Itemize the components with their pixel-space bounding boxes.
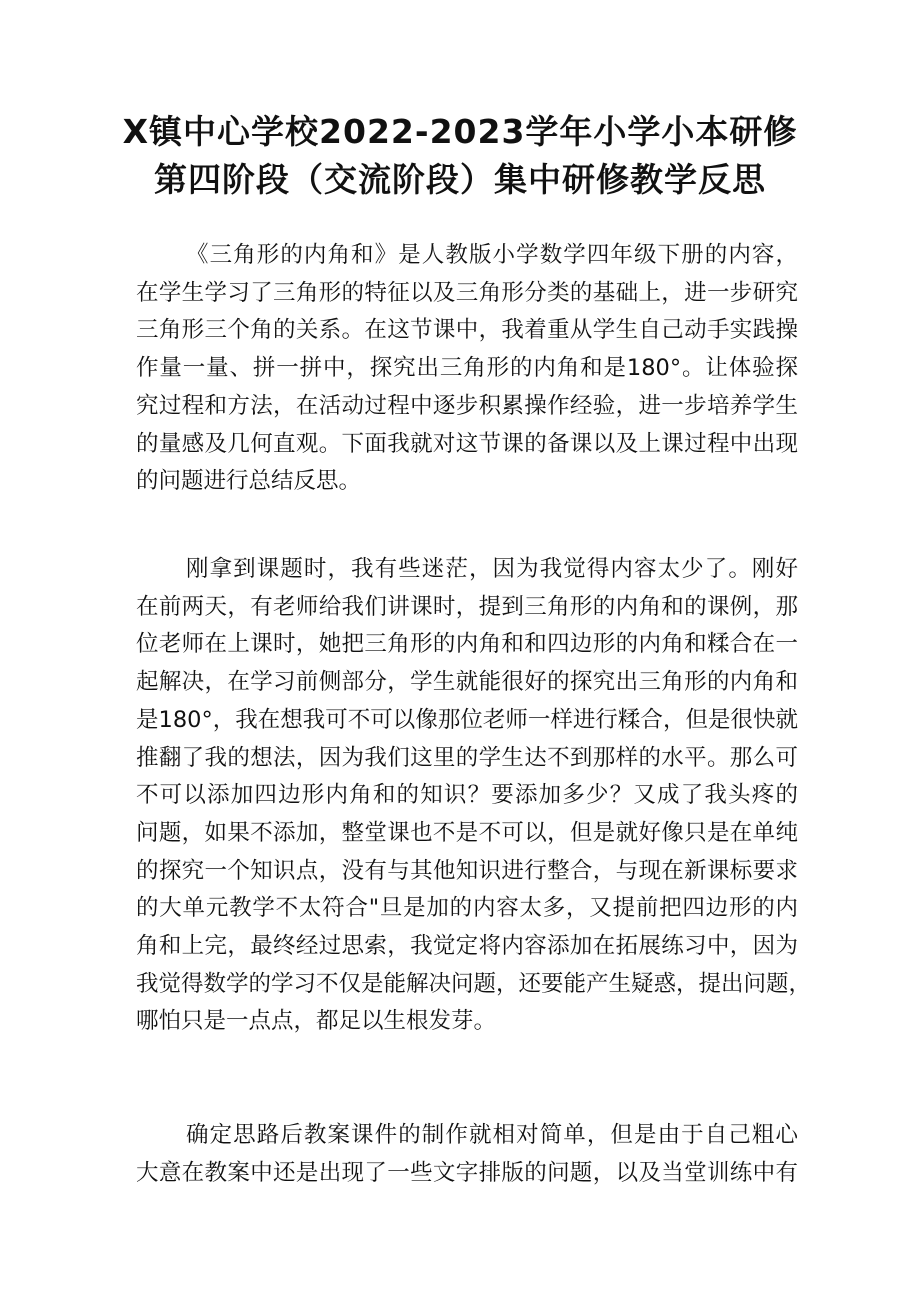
paragraph-line: 问题，如果不添加，整堂课也不是不可以，但是就好像只是在单纯 (136, 819, 798, 846)
paragraph-line: 大意在教案中还是出现了一些文字排版的问题，以及当堂训练中有 (136, 1159, 798, 1186)
paragraph-line: 的大单元教学不太符合"旦是加的内容太多，又提前把四边形的内 (136, 895, 798, 922)
paragraph-line: 在学生学习了三角形的特征以及三角形分类的基础上，进一步研究 (136, 279, 798, 306)
document-title-line-1: X镇中心学校2022-2023学年小学小本研修 (122, 112, 798, 151)
paragraph-line: 在前两天，有老师给我们讲课时，提到三角形的内角和的课例，那 (136, 593, 798, 620)
paragraph-line: 我觉得数学的学习不仅是能解决问题，还要能产生疑惑，提出问题， (136, 970, 812, 997)
paragraph-line: 推翻了我的想法，因为我们这里的学生达不到那样的水平。那么可 (136, 744, 798, 771)
paragraph-line: 的量感及几何直观。下面我就对这节课的备课以及上课过程中出现 (136, 430, 798, 457)
document-title-line-2: 第四阶段（交流阶段）集中研修教学反思 (154, 160, 766, 199)
paragraph-line: 《三角形的内角和》是人教版小学数学四年级下册的内容， (186, 242, 798, 268)
paragraph-line: 确定思路后教案课件的制作就相对简单，但是由于自己粗心 (186, 1122, 798, 1148)
paragraph-line: 哪怕只是一点点，都足以生根发芽。 (136, 1008, 497, 1035)
paragraph-line: 是180°，我在想我可不可以像那位老师一样进行糅合，但是很快就 (136, 706, 798, 733)
paragraph-line: 起解决，在学习前侧部分，学生就能很好的探究出三角形的内角和 (136, 669, 798, 696)
paragraph-line: 究过程和方法，在活动过程中逐步积累操作经验，进一步培养学生 (136, 392, 798, 419)
paragraph-line: 位老师在上课时，她把三角形的内角和和四边形的内角和糅合在一 (136, 631, 798, 658)
paragraph-line: 刚拿到课题时，我有些迷茫，因为我觉得内容太少了。刚好 (186, 556, 798, 582)
paragraph-line: 角和上完，最终经过思索，我觉定将内容添加在拓展练习中，因为 (136, 933, 798, 959)
paragraph-line: 的问题进行总结反思。 (136, 468, 362, 495)
paragraph-line: 作量一量、拼一拼中，探究出三角形的内角和是180°。让体验探 (136, 355, 798, 382)
paragraph-line: 三角形三个角的关系。在这节课中，我着重从学生自己动手实践操 (136, 317, 798, 344)
paragraph-line: 的探究一个知识点，没有与其他知识进行整合，与现在新课标要求 (136, 857, 798, 884)
paragraph-line: 不可以添加四边形内角和的知识？要添加多少？又成了我头疼的 (136, 782, 798, 809)
